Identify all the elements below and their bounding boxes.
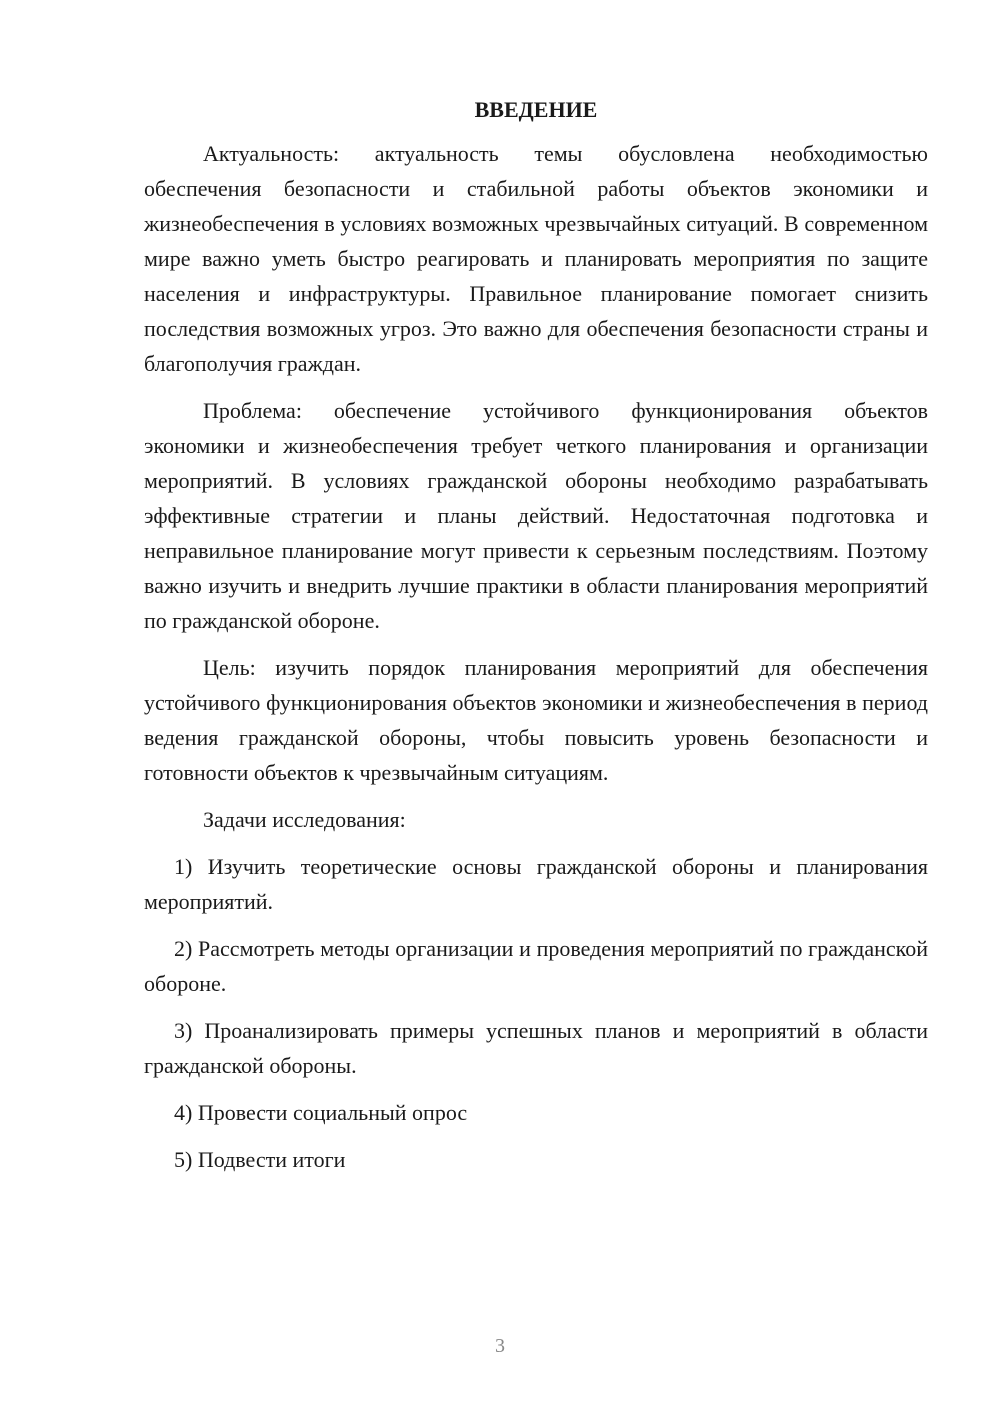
section-heading: ВВЕДЕНИЕ — [474, 97, 598, 122]
goal-paragraph: Цель: изучить порядок планирования мероприятий для обеспечения устойчивого функционирования объектов экономики и жизнеобеспечения в период ведения гражданской обороны, чтобы повысить уровень безопасности и готовности объектов к чрезвычайным ситуациям. — [144, 655, 928, 785]
relevance-paragraph: Актуальность: актуальность темы обусловлена необходимостью обеспечения безопасности и стабильной работы объектов экономики и жизнеобеспечения в условиях возможных чрезвычайных ситуаций. В современном мире важно уметь быстро реагировать и планировать мероприятия по защите населения и инфраструктуры. Правильное планирование помогает снизить последствия возможных угроз. Это важно для обеспечения безопасности страны и благополучия граждан. — [144, 141, 928, 376]
task-item-1: 1) Изучить теоретические основы гражданской обороны и планирования мероприятий. — [144, 854, 928, 914]
document-page — [144, 96, 928, 1189]
task-item-3: 3) Проанализировать примеры успешных планов и мероприятий в области гражданской обороны. — [144, 1018, 928, 1078]
task-item-4: 4) Провести социальный опрос — [174, 1100, 468, 1125]
task-item-2: 2) Рассмотреть методы организации и проведения мероприятий по гражданской обороне. — [144, 936, 928, 996]
page-number: 3 — [495, 1335, 505, 1357]
task-item-5: 5) Подвести итоги — [174, 1147, 346, 1172]
tasks-intro: Задачи исследования: — [203, 807, 406, 832]
problem-paragraph: Проблема: обеспечение устойчивого функционирования объектов экономики и жизнеобеспечения требует четкого планирования и организации мероприятий. В условиях гражданской обороны необходимо разрабатывать эффективные стратегии и планы действий. Недостаточная подготовка и неправильное планирование могут привести к серьезным последствиям. Поэтому важно изучить и внедрить лучшие практики в области планирования мероприятий по гражданской обороне. — [144, 398, 928, 633]
